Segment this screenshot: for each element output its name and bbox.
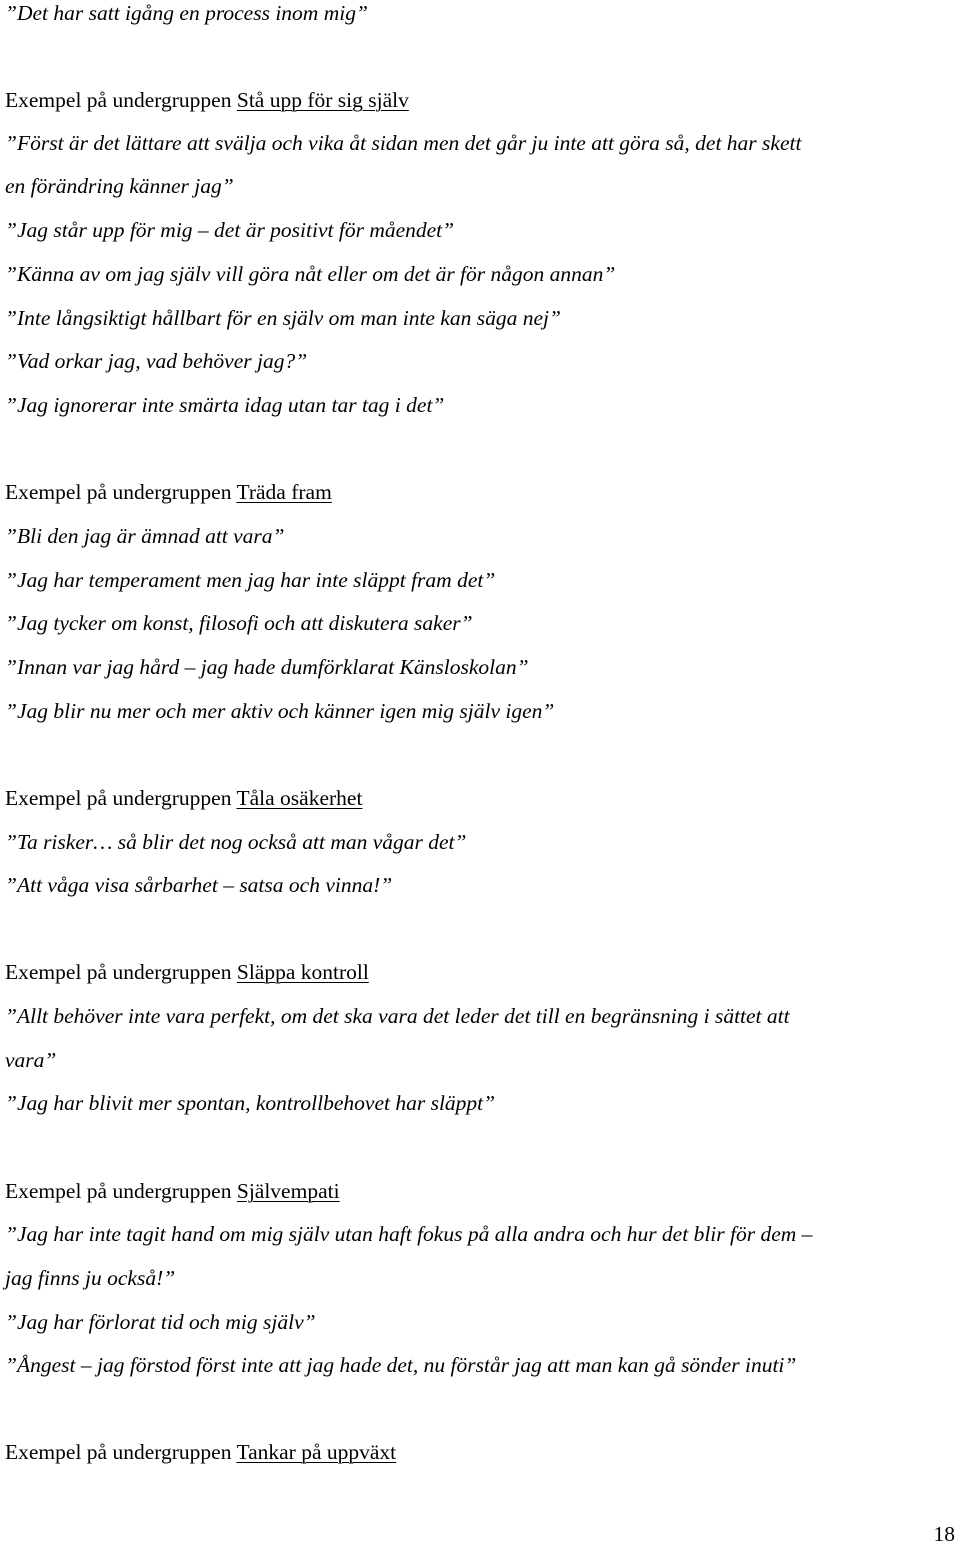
section-heading-trada-fram xyxy=(5,479,942,505)
quote-line: ”Innan var jag hård – jag hade dumförklarat Känsloskolan” xyxy=(5,655,529,679)
quote-line: ”Ångest – jag förstod först inte att jag hade det, nu förstår jag att man kan gå sönder inuti” xyxy=(5,1353,797,1377)
quote-line: ”Jag har temperament men jag har inte släppt fram det” xyxy=(5,568,496,592)
section-heading-prefix: Exempel på undergruppen xyxy=(5,88,237,112)
quote-line: en förändring känner jag” xyxy=(5,174,234,198)
section-heading-prefix: Exempel på undergruppen xyxy=(5,960,237,984)
section-subgroup-title: Självempati xyxy=(236,1179,340,1203)
quote-line: ”Känna av om jag själv vill göra nåt eller om det är för någon annan” xyxy=(5,262,616,286)
quote-line: vara” xyxy=(5,1048,57,1072)
quote-line: jag finns ju också!” xyxy=(5,1266,176,1290)
section-subgroup-title: Tankar på uppväxt xyxy=(236,1440,397,1464)
section-heading-prefix: Exempel på undergruppen xyxy=(5,480,237,504)
section-subgroup-title: Släppa kontroll xyxy=(236,960,369,984)
section-subgroup-title: Stå upp för sig själv xyxy=(236,88,409,112)
section-subgroup-title: Tåla osäkerhet xyxy=(236,786,363,810)
quote-line: ”Jag har inte tagit hand om mig själv utan haft fokus på alla andra och hur det blir för dem – xyxy=(5,1222,813,1246)
section-heading-prefix: Exempel på undergruppen xyxy=(5,1440,237,1464)
quote-line: ”Vad orkar jag, vad behöver jag?” xyxy=(5,349,308,373)
section-heading-tala-osakerhet xyxy=(5,785,942,811)
section-heading-tankar-pa-uppvaxt xyxy=(5,1439,942,1465)
quote-line: ”Jag har förlorat tid och mig själv” xyxy=(5,1310,316,1334)
quote-line: ”Jag blir nu mer och mer aktiv och känner igen mig själv igen” xyxy=(5,699,555,723)
quote-line: ”Jag har blivit mer spontan, kontrollbehovet har släppt” xyxy=(5,1091,496,1115)
quote-line: ”Jag tycker om konst, filosofi och att diskutera saker” xyxy=(5,611,473,635)
intro-quote: ”Det har satt igång en process inom mig” xyxy=(5,1,368,25)
quote-line: ”Jag står upp för mig – det är positivt för måendet” xyxy=(5,218,455,242)
section-heading-sjalvempati xyxy=(5,1178,942,1204)
quote-line: ”Ta risker… så blir det nog också att man vågar det” xyxy=(5,830,467,854)
quote-line: ”Bli den jag är ämnad att vara” xyxy=(5,524,285,548)
quote-line: ”Allt behöver inte vara perfekt, om det ska vara det leder det till en begränsning i sättet att xyxy=(5,1004,790,1028)
section-heading-sta-upp xyxy=(5,87,942,113)
page-number: 18 xyxy=(933,1522,955,1546)
section-subgroup-title: Träda fram xyxy=(236,480,332,504)
section-heading-slappa-kontroll xyxy=(5,959,942,985)
section-heading-prefix: Exempel på undergruppen xyxy=(5,1179,237,1203)
section-heading-prefix: Exempel på undergruppen xyxy=(5,786,237,810)
quote-line: ”Jag ignorerar inte smärta idag utan tar tag i det” xyxy=(5,393,445,417)
quote-line: ”Först är det lättare att svälja och vika åt sidan men det går ju inte att göra så, det har skett xyxy=(5,131,802,155)
quote-line: ”Att våga visa sårbarhet – satsa och vinna!” xyxy=(5,873,393,897)
quote-line: ”Inte långsiktigt hållbart för en själv om man inte kan säga nej” xyxy=(5,306,561,330)
